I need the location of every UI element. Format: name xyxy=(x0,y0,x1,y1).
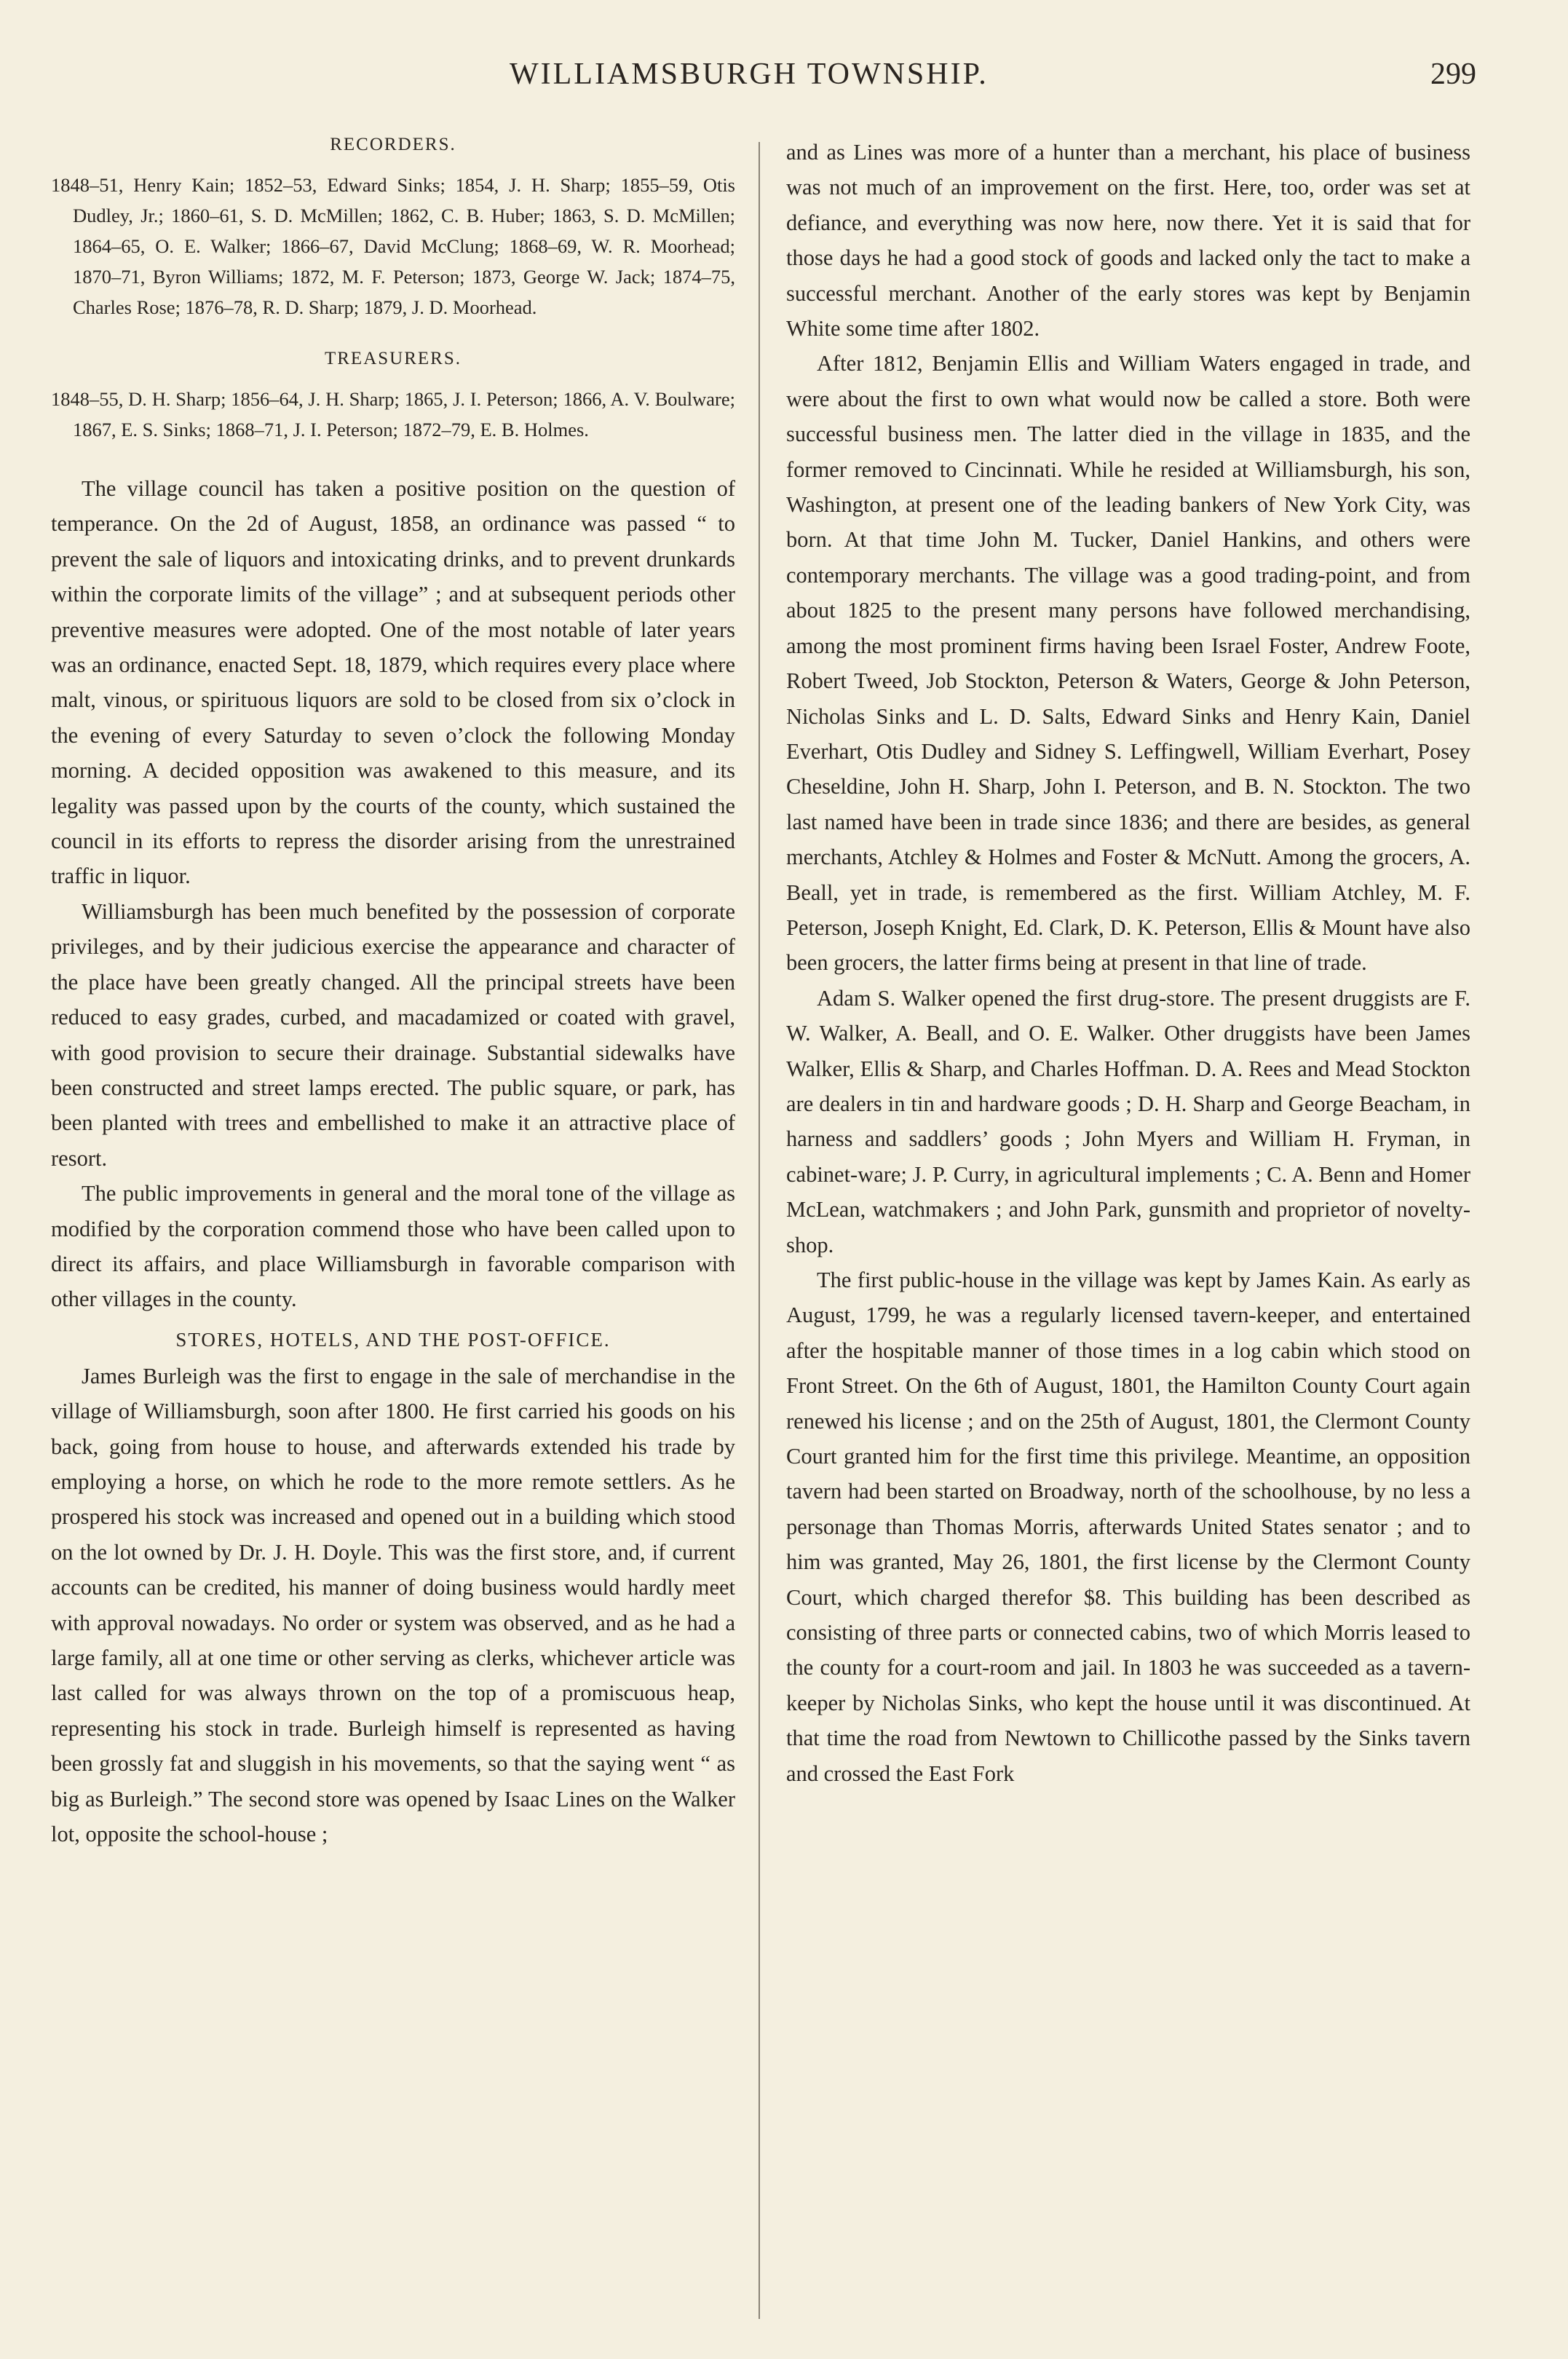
treasurers-heading: TREASURERS. xyxy=(324,349,462,368)
right-column xyxy=(786,135,1470,1791)
treasurers-list: 1848–55, D. H. Sharp; 1856–64, J. H. Sharp; 1865, J. I. Peterson; 1866, A. V. Boulware; 1867, E. S. Sinks; 1868–71, J. I. Peterson; 1872–79, E. B. Holmes. xyxy=(51,388,735,440)
running-title: WILLIAMSBURGH TOWNSHIP. xyxy=(510,58,989,91)
section-heading-stores: STORES, HOTELS, AND THE POST-OFFICE. xyxy=(175,1328,611,1351)
paragraph-druggists: Adam S. Walker opened the first drug-store. The present druggists are F. W. Walker, A. Beall, and O. E. Walker. Other druggists have been James Walker, Ellis & Sharp, and Charles Hoffman. D. A. Rees and Mead Stockton are dealers in tin and hardware goods ; D. H. Sharp and George Beacham, in harness and saddlers’ goods ; John Myers and William H. Fryman, in cabinet-ware; J. P. Curry, in agricultural implements ; C. A. Benn and Homer McLean, watchmakers ; and John Park, gunsmith and proprietor of novelty-shop. xyxy=(786,985,1470,1257)
page-header xyxy=(0,57,1568,108)
paragraph-corporate-privileges: Williamsburgh has been much benefited by the possession of corporate privileges, and by their judicious exercise the appearance and character of the place have been greatly changed. All the principal streets have been reduced to easy grades, curbed, and macadamized or coated with gravel, with good provision to secure their drainage. Substantial sidewalks have been constructed and street lamps erected. The public square, or park, has been planted with trees and embellished to make it an attractive place of resort. xyxy=(51,898,735,1171)
paragraph-temperance: The village council has taken a positive position on the question of temperance. On the 2d of August, 1858, an ordinance was passed “ to prevent the sale of liquors and intoxicating drinks, and to prevent drunkards within the corporate limits of the village” ; and at subsequent periods other preventive measures were adopted. One of the most notable of later years was an ordinance, enacted Sept. 18, 1879, which requires every place where malt, vinous, or spirituous liquors are sold to be closed from six o’clock in the evening of every Saturday to seven o’clock the following Monday morning. A decided opposition was awakened to this measure, and its legality was passed upon by the courts of the county, which sustained the council in its efforts to repress the disorder arising from the unrestrained traffic in liquor. xyxy=(51,476,735,889)
paragraph-isaac-lines: and as Lines was more of a hunter than a merchant, his place of business was not much of an improvement on the first. Here, too, order was set at defiance, and everything was now here, now there. Yet it is said that for those days he had a good stock of goods and lacked only the tact to make a successful merchant. Another of the early stores was kept by Benjamin White some time after 1802. xyxy=(786,140,1470,341)
column-divider xyxy=(759,142,760,2319)
left-column xyxy=(51,135,735,1852)
paragraph-public-improvements: The public improvements in general and the moral tone of the village as modified by the corporation commend those who have been called upon to direct its affairs, and place Williamsburgh in favorable comparison with other villages in the county. xyxy=(51,1181,735,1312)
paragraph-merchants: After 1812, Benjamin Ellis and William Waters engaged in trade, and were about the first to own what would now be called a store. Both were successful business men. The latter died in the village in 1835, and the former removed to Cincinnati. While he resided at Williamsburgh, his son, Washington, at present one of the leading bankers of New York City, was born. At that time John M. Tucker, Daniel Hankins, and others were contemporary merchants. The village was a good trading-point, and from about 1825 to the present many persons have followed merchandising, among the most prominent firms having been Israel Foster, Andrew Foote, Robert Tweed, Job Stockton, Peterson & Waters, George & John Peterson, Nicholas Sinks and L. D. Salts, Edward Sinks and Henry Kain, Daniel Everhart, Otis Dudley and Sidney S. Leffingwell, William Everhart, Posey Cheseldine, John H. Sharp, John I. Peterson, and B. N. Stockton. The two last named have been in trade since 1836; and there are besides, as general merchants, Atchley & Holmes and Foster & McNutt. Among the grocers, A. Beall, yet in trade, is remembered as the first. William Atchley, M. F. Peterson, Joseph Knight, Ed. Clark, D. K. Peterson, Ellis & Mount have also been grocers, the latter firms being at present in that line of trade. xyxy=(786,351,1470,976)
recorders-heading: RECORDERS. xyxy=(330,135,456,154)
page-number: 299 xyxy=(1430,58,1476,91)
paragraph-james-burleigh: James Burleigh was the first to engage in the sale of merchandise in the village of Williamsburgh, soon after 1800. He first carried his goods on his back, going from house to house, and afterwards extended his trade by employing a horse, on which he rode to the more remote settlers. As he prospered his stock was increased and opened out in a building which stood on the lot owned by Dr. J. H. Doyle. This was the first store, and, if current accounts can be credited, his manner of doing business would hardly meet with approval nowadays. No order or system was observed, and as he had a large family, all at one time or other serving as clerks, whichever article was last called for was always thrown on the top of a promiscuous heap, representing his stock in trade. Burleigh himself is represented as having been grossly fat and sluggish in his movements, so that the saying went “ as big as Burleigh.” The second store was opened by Isaac Lines on the Walker lot, opposite the school-house ; xyxy=(51,1363,735,1847)
paragraph-public-house: The first public-house in the village was kept by James Kain. As early as August, 1799, he was a regularly licensed tavern-keeper, and entertained after the hospitable manner of those times in a log cabin which stood on Front Street. On the 6th of August, 1801, the Hamilton County Court again renewed his license ; and on the 25th of August, 1801, the Clermont County Court granted him for the first time this privilege. Meantime, an opposition tavern had been started on Broadway, north of the schoolhouse, by no less a personage than Thomas Morris, afterwards United States senator ; and to him was granted, May 26, 1801, the first license by the Clermont County Court, which charged therefor $8. This building has been described as consisting of three parts or connected cabins, two of which Morris leased to the county for a court-room and jail. In 1803 he was succeeded as a tavern-keeper by Nicholas Sinks, who kept the house until it was discontinued. At that time the road from Newtown to Chillicothe passed by the Sinks tavern and crossed the East Fork xyxy=(786,1268,1470,1786)
recorders-list: 1848–51, Henry Kain; 1852–53, Edward Sinks; 1854, J. H. Sharp; 1855–59, Otis Dudley, Jr.; 1860–61, S. D. McMillen; 1862, C. B. Huber; 1863, S. D. McMillen; 1864–65, O. E. Walker; 1866–67, David McClung; 1868–69, W. R. Moorhead; 1870–71, Byron Williams; 1872, M. F. Peterson; 1873, George W. Jack; 1874–75, Charles Rose; 1876–78, R. D. Sharp; 1879, J. D. Moorhead. xyxy=(51,174,735,318)
